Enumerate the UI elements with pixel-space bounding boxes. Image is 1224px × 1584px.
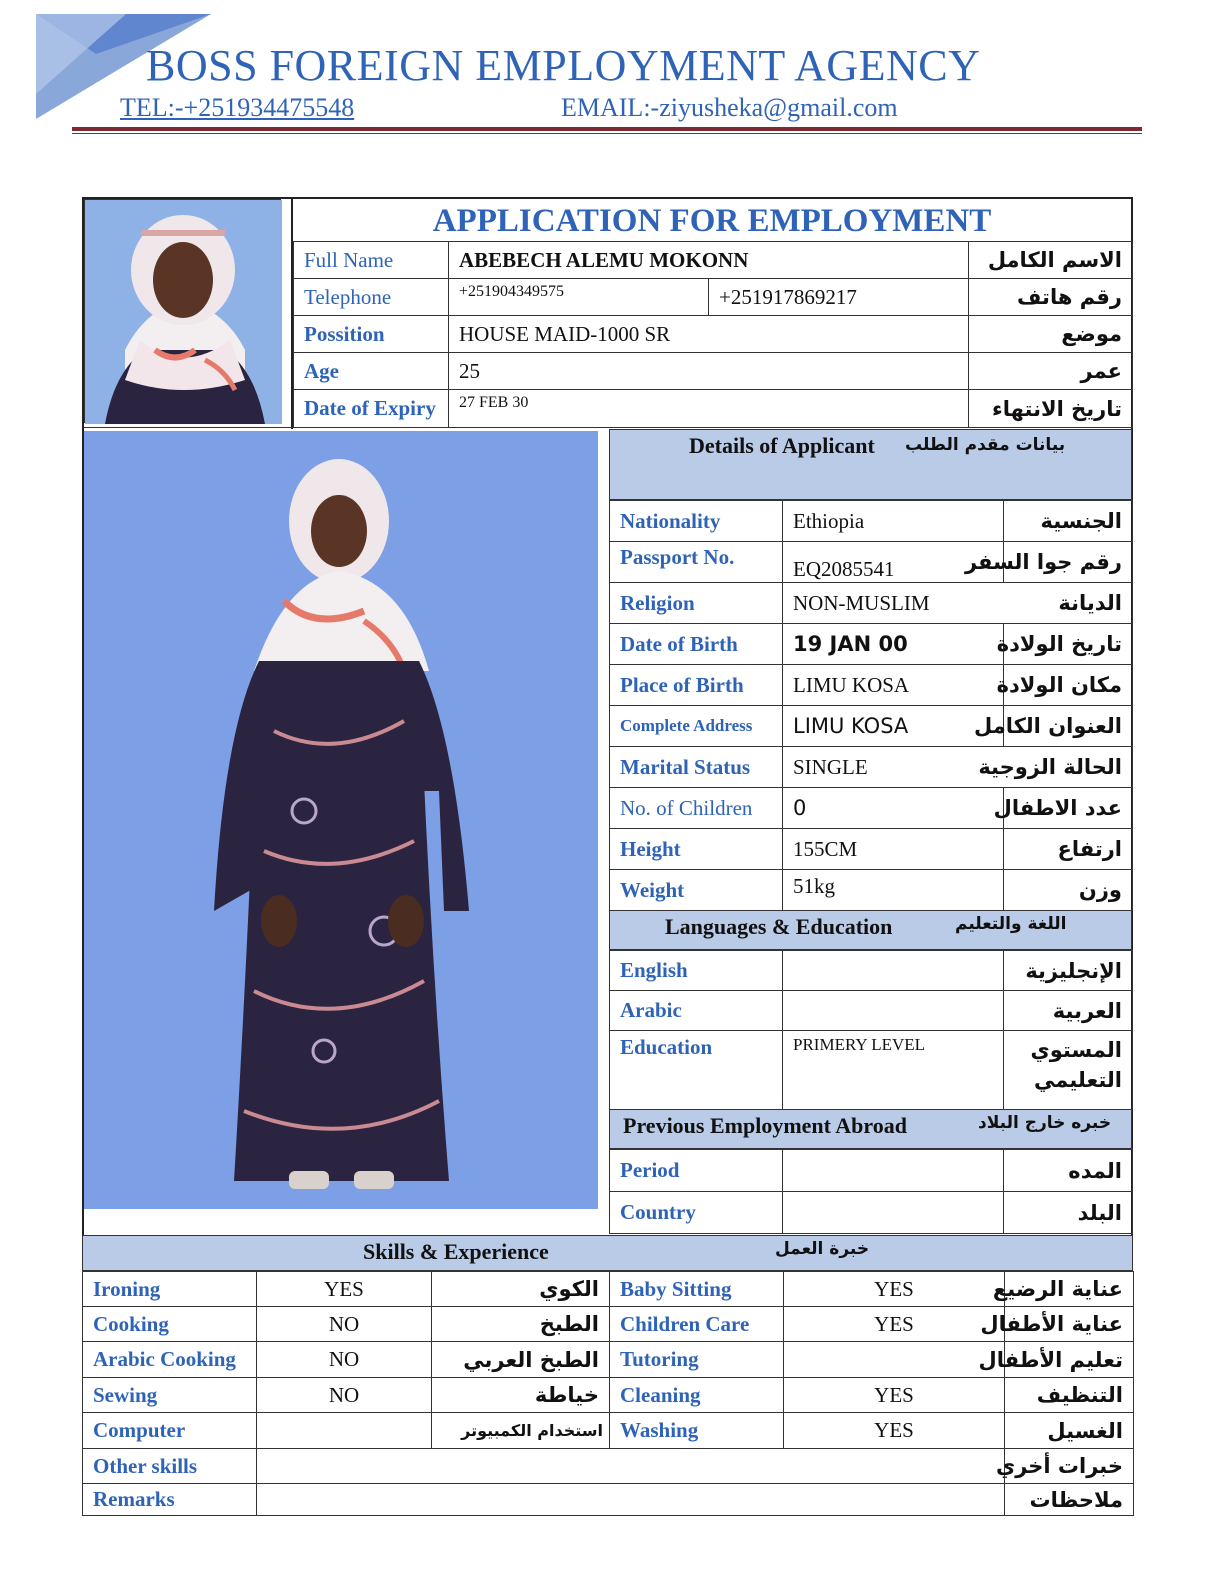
- languages-table: [609, 950, 1133, 1110]
- full-name-value: ABEBECH ALEMU MOKONN: [449, 242, 969, 279]
- full-name-arabic: الاسم الكامل: [969, 242, 1133, 279]
- address-label: Complete Address: [610, 706, 783, 747]
- marital-value: SINGLE: [783, 747, 1004, 788]
- details-row: [610, 706, 1133, 747]
- skill-value: YES: [784, 1378, 1005, 1413]
- previous-row: [610, 1192, 1133, 1234]
- dob-label: Date of Birth: [610, 624, 783, 665]
- applicant-photo-full-body: [84, 431, 598, 1209]
- skill-label: Ironing: [83, 1272, 257, 1307]
- agency-name: BOSS FOREIGN EMPLOYMENT AGENCY: [146, 41, 981, 90]
- applicant-photo-portrait: [84, 199, 281, 423]
- period-value: [783, 1150, 1004, 1192]
- position-value: HOUSE MAID-1000 SR: [449, 316, 969, 353]
- full-name-label: Full Name: [294, 242, 449, 279]
- remarks-value: [257, 1484, 1005, 1516]
- details-row: [610, 665, 1133, 706]
- skills-row: [83, 1272, 1134, 1307]
- skill-value: YES: [784, 1307, 1005, 1342]
- skill-label: Cleaning: [610, 1378, 784, 1413]
- details-row: [610, 788, 1133, 829]
- skill-value: YES: [257, 1272, 432, 1307]
- row-expiry: [294, 390, 1133, 428]
- skills-title: Skills & Experience: [363, 1239, 549, 1264]
- languages-title-arabic: اللغة والتعليم: [955, 914, 1067, 934]
- dob-value: 19 JAN 00: [783, 624, 1004, 665]
- details-row: [610, 870, 1133, 911]
- details-title: Details of Applicant: [689, 433, 875, 458]
- languages-section-header: [609, 910, 1132, 950]
- address-arabic: العنوان الكامل: [1004, 706, 1133, 747]
- period-arabic: المده: [1004, 1150, 1133, 1192]
- english-value: [783, 951, 1004, 991]
- country-arabic: البلد: [1004, 1192, 1133, 1234]
- skill-arabic: الغسيل: [1005, 1413, 1134, 1449]
- other-skills-row: [83, 1449, 1134, 1484]
- skill-label: Washing: [610, 1413, 784, 1449]
- address-value: LIMU KOSA: [783, 706, 1004, 747]
- application-title: APPLICATION FOR EMPLOYMENT: [432, 203, 992, 239]
- position-label: Possition: [294, 316, 449, 353]
- telephone-label: Telephone: [294, 279, 449, 316]
- country-label: Country: [610, 1192, 783, 1234]
- agency-telephone[interactable]: TEL:-+251934475548: [120, 93, 355, 122]
- religion-arabic: الديانة: [1004, 583, 1133, 624]
- pob-arabic: مكان الولادة: [1004, 665, 1133, 706]
- telephone-value-2: +251917869217: [709, 279, 969, 316]
- skills-row: [83, 1307, 1134, 1342]
- skill-arabic: الكوي: [432, 1272, 610, 1307]
- skill-value: NO: [257, 1378, 432, 1413]
- age-arabic: عمر: [969, 353, 1133, 390]
- details-row: [610, 583, 1133, 624]
- weight-value: 51kg: [783, 870, 1004, 911]
- skill-label: Baby Sitting: [610, 1272, 784, 1307]
- details-title-arabic: بيانات مقدم الطلب: [905, 435, 1066, 455]
- children-value: 0: [783, 788, 1004, 829]
- skills-row: [83, 1378, 1134, 1413]
- expiry-value: 27 FEB 30: [449, 390, 969, 428]
- row-telephone: [294, 279, 1133, 316]
- skill-label: Cooking: [83, 1307, 257, 1342]
- previous-title: Previous Employment Abroad: [623, 1113, 907, 1138]
- weight-label: Weight: [610, 870, 783, 911]
- skill-arabic: الطبخ العربي: [432, 1342, 610, 1378]
- skill-label: Arabic Cooking: [83, 1342, 257, 1378]
- religion-label: Religion: [610, 583, 783, 624]
- other-skills-label: Other skills: [83, 1449, 257, 1484]
- skills-row: [83, 1413, 1134, 1449]
- skill-label: Tutoring: [610, 1342, 784, 1378]
- previous-row: [610, 1150, 1133, 1192]
- skill-arabic: خياطة: [432, 1378, 610, 1413]
- languages-row: [610, 1031, 1133, 1110]
- passport-value: EQ2085541: [783, 542, 1004, 583]
- arabic-value: [783, 991, 1004, 1031]
- education-arabic-2: التعليمي: [1034, 1068, 1122, 1092]
- english-arabic: الإنجليزية: [1004, 951, 1133, 991]
- other-skills-arabic: خبرات أخري: [1005, 1449, 1134, 1484]
- position-arabic: موضع: [969, 316, 1133, 353]
- expiry-label: Date of Expiry: [294, 390, 449, 428]
- remarks-row: [83, 1484, 1134, 1516]
- skill-arabic: الطبخ: [432, 1307, 610, 1342]
- english-label: English: [610, 951, 783, 991]
- skill-value: [784, 1342, 1005, 1378]
- skill-arabic: التنظيف: [1005, 1378, 1134, 1413]
- skill-value: NO: [257, 1342, 432, 1378]
- skills-title-arabic: خبرة العمل: [775, 1239, 870, 1259]
- height-value: 155CM: [783, 829, 1004, 870]
- education-label: Education: [610, 1031, 783, 1110]
- skill-arabic: استخدام الكمبيوتر: [432, 1413, 610, 1449]
- children-label: No. of Children: [610, 788, 783, 829]
- education-arabic-cell: [1004, 1031, 1133, 1110]
- details-section-header: [609, 429, 1132, 500]
- details-row: [610, 747, 1133, 788]
- previous-section-header: [609, 1109, 1132, 1149]
- age-label: Age: [294, 353, 449, 390]
- previous-title-arabic: خبره خارج البلاد: [978, 1113, 1112, 1133]
- passport-arabic: رقم جوا السفر: [1004, 542, 1133, 583]
- row-full-name: [294, 242, 1133, 279]
- header-rule-thin: [72, 133, 1142, 134]
- age-value: 25: [449, 353, 969, 390]
- children-arabic: عدد الاطفال: [1004, 788, 1133, 829]
- header-rule: [72, 127, 1142, 131]
- languages-row: [610, 951, 1133, 991]
- pob-value: LIMU KOSA: [783, 665, 1004, 706]
- personal-info-table: [293, 241, 1133, 428]
- details-row: [610, 542, 1133, 583]
- languages-row: [610, 991, 1133, 1031]
- arabic-label: Arabic: [610, 991, 783, 1031]
- skill-arabic: تعليم الأطفال: [1005, 1342, 1134, 1378]
- nationality-arabic: الجنسية: [1004, 501, 1133, 542]
- passport-label: Passport No.: [610, 542, 783, 583]
- remarks-label: Remarks: [83, 1484, 257, 1516]
- marital-arabic: الحالة الزوجية: [1004, 747, 1133, 788]
- skill-arabic: عناية الرضيع: [1005, 1272, 1134, 1307]
- skills-row: [83, 1342, 1134, 1378]
- skill-value: YES: [784, 1413, 1005, 1449]
- row-age: [294, 353, 1133, 390]
- nationality-value: Ethiopia: [783, 501, 1004, 542]
- skill-value: YES: [784, 1272, 1005, 1307]
- remarks-arabic: ملاحظات: [1005, 1484, 1134, 1516]
- skill-value: [257, 1413, 432, 1449]
- marital-label: Marital Status: [610, 747, 783, 788]
- details-row: [610, 624, 1133, 665]
- agency-email[interactable]: EMAIL:-ziyusheka@gmail.com: [561, 93, 898, 122]
- height-arabic: ارتفاع: [1004, 829, 1133, 870]
- dob-arabic: تاريخ الولادة: [1004, 624, 1133, 665]
- country-value: [783, 1192, 1004, 1234]
- telephone-arabic: رقم هاتف: [969, 279, 1133, 316]
- nationality-label: Nationality: [610, 501, 783, 542]
- education-arabic: المستوي: [1030, 1038, 1122, 1062]
- skill-label: Sewing: [83, 1378, 257, 1413]
- skills-section-header: [82, 1235, 1133, 1271]
- education-value: PRIMERY LEVEL: [783, 1031, 1004, 1110]
- other-skills-value: [257, 1449, 1005, 1484]
- arabic-arabic: العربية: [1004, 991, 1133, 1031]
- details-row: [610, 501, 1133, 542]
- expiry-arabic: تاريخ الانتهاء: [969, 390, 1133, 428]
- details-row: [610, 829, 1133, 870]
- row-position: [294, 316, 1133, 353]
- skill-label: Children Care: [610, 1307, 784, 1342]
- skills-table: [82, 1271, 1134, 1516]
- telephone-value-1: +251904349575: [449, 279, 709, 316]
- skill-value: NO: [257, 1307, 432, 1342]
- pob-label: Place of Birth: [610, 665, 783, 706]
- religion-value: NON-MUSLIM: [783, 583, 1004, 624]
- weight-arabic: وزن: [1004, 870, 1133, 911]
- details-table: [609, 500, 1133, 911]
- skill-label: Computer: [83, 1413, 257, 1449]
- previous-table: [609, 1149, 1133, 1234]
- languages-title: Languages & Education: [665, 914, 893, 939]
- skill-arabic: عناية الأطفال: [1005, 1307, 1134, 1342]
- period-label: Period: [610, 1150, 783, 1192]
- height-label: Height: [610, 829, 783, 870]
